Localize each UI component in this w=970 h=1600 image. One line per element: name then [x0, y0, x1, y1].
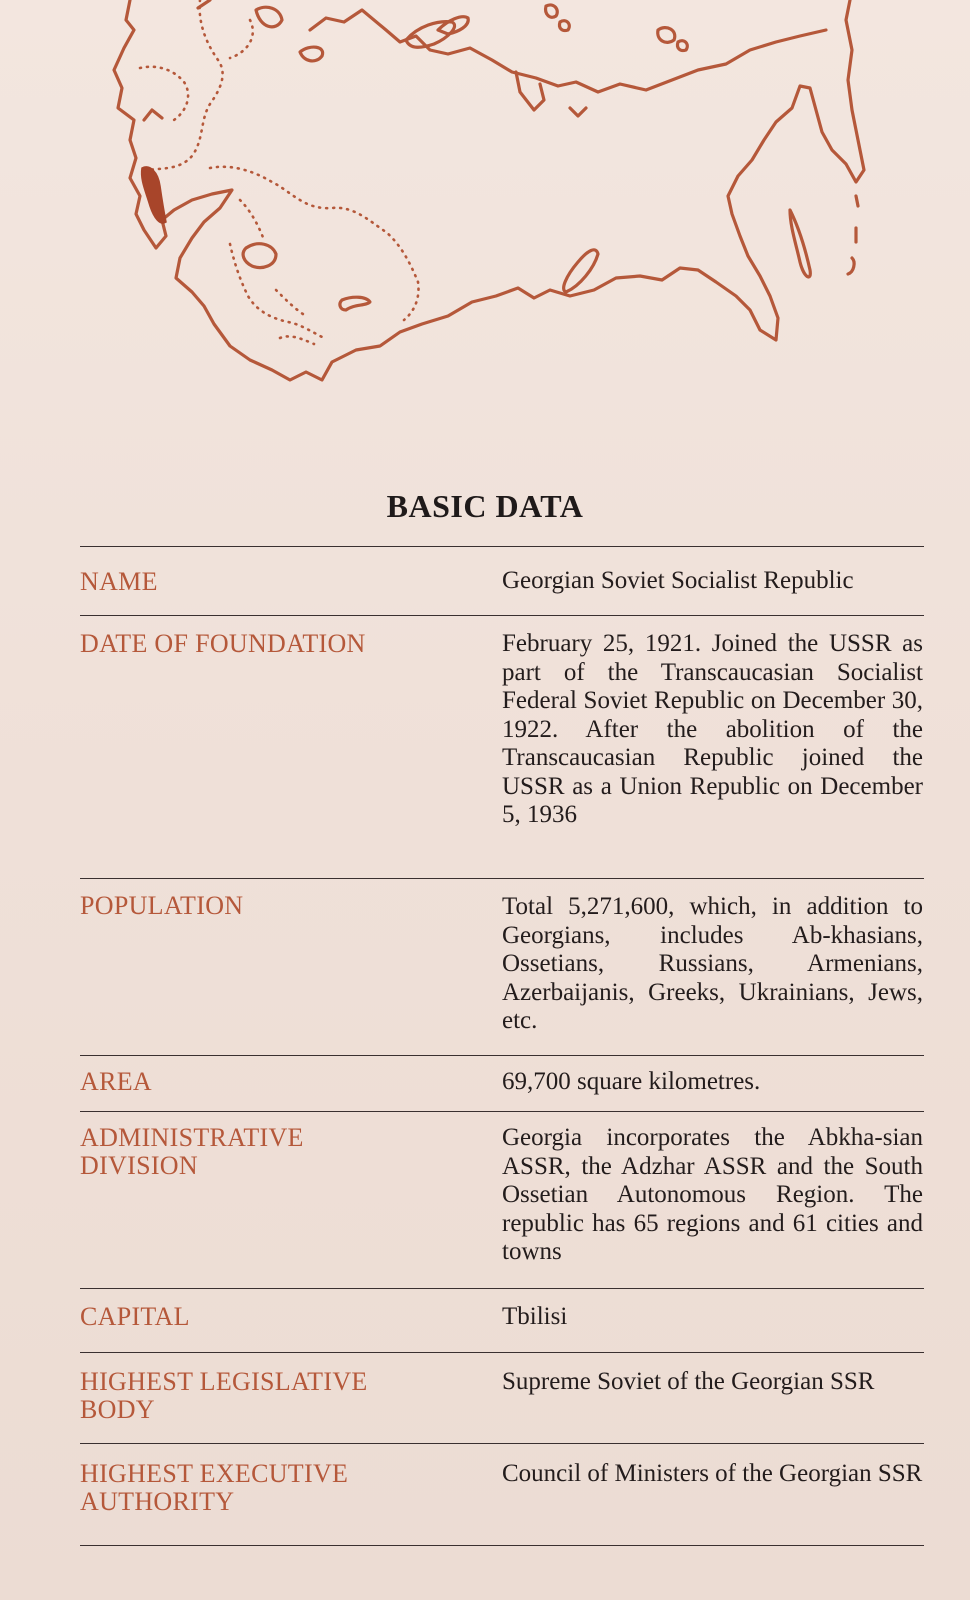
- divider: [80, 1055, 924, 1056]
- row-label-name: NAME: [80, 567, 158, 596]
- row-value-capital: Tbilisi: [502, 1303, 568, 1330]
- divider: [80, 1443, 924, 1444]
- ussr-outline: [114, 0, 864, 380]
- row-value-area: 69,700 square kilometres.: [502, 1068, 761, 1095]
- divider: [80, 615, 924, 616]
- row-label-area: AREA: [80, 1067, 152, 1096]
- divider: [80, 1545, 924, 1546]
- row-value-population: Total 5,271,600, which, in addition to Georgians, includes Ab-khasians, Ossetians, Russians, Armenians, Azerbaijanis, Greeks, Ukrainians, Jews, etc.: [502, 893, 923, 1034]
- row-value-highest-executive-authority: Council of Ministers of the Georgian SSR: [502, 1460, 923, 1487]
- divider: [80, 1288, 924, 1289]
- divider: [80, 878, 924, 879]
- row-label-administrative-division: ADMINISTRATIVE DIVISION: [80, 1123, 304, 1180]
- row-value-date-of-foundation: February 25, 1921. Joined the USSR as part of the Transcaucasian Socialist Federal Soviet Republic on December 30, 1922. After the abolition of the Transcaucasian Republic joined the USSR as a Union Republic on December 5, 1936: [502, 630, 923, 828]
- row-label-highest-legislative-body: HIGHEST LEGISLATIVE BODY: [80, 1367, 368, 1424]
- page-title: BASIC DATA: [386, 488, 584, 524]
- row-value-highest-legislative-body: Supreme Soviet of the Georgian SSR: [502, 1368, 875, 1395]
- row-label-population: POPULATION: [80, 891, 244, 920]
- ussr-map: [100, 0, 890, 400]
- divider: [80, 1352, 924, 1353]
- republic-borders: [140, 0, 418, 344]
- row-value-administrative-division: Georgia incorporates the Abkha-sian ASSR, the Adzhar ASSR and the South Ossetian Autonomous Region. The republic has 65 regions and 61 cities and towns: [502, 1124, 923, 1265]
- divider: [80, 546, 924, 547]
- georgia-highlight: [142, 167, 166, 223]
- row-label-highest-executive-authority: HIGHEST EXECUTIVE AUTHORITY: [80, 1459, 349, 1516]
- row-value-name: Georgian Soviet Socialist Republic: [502, 567, 854, 594]
- row-label-capital: CAPITAL: [80, 1302, 190, 1331]
- row-label-date-of-foundation: DATE OF FOUNDATION: [80, 629, 366, 658]
- divider: [80, 1111, 924, 1112]
